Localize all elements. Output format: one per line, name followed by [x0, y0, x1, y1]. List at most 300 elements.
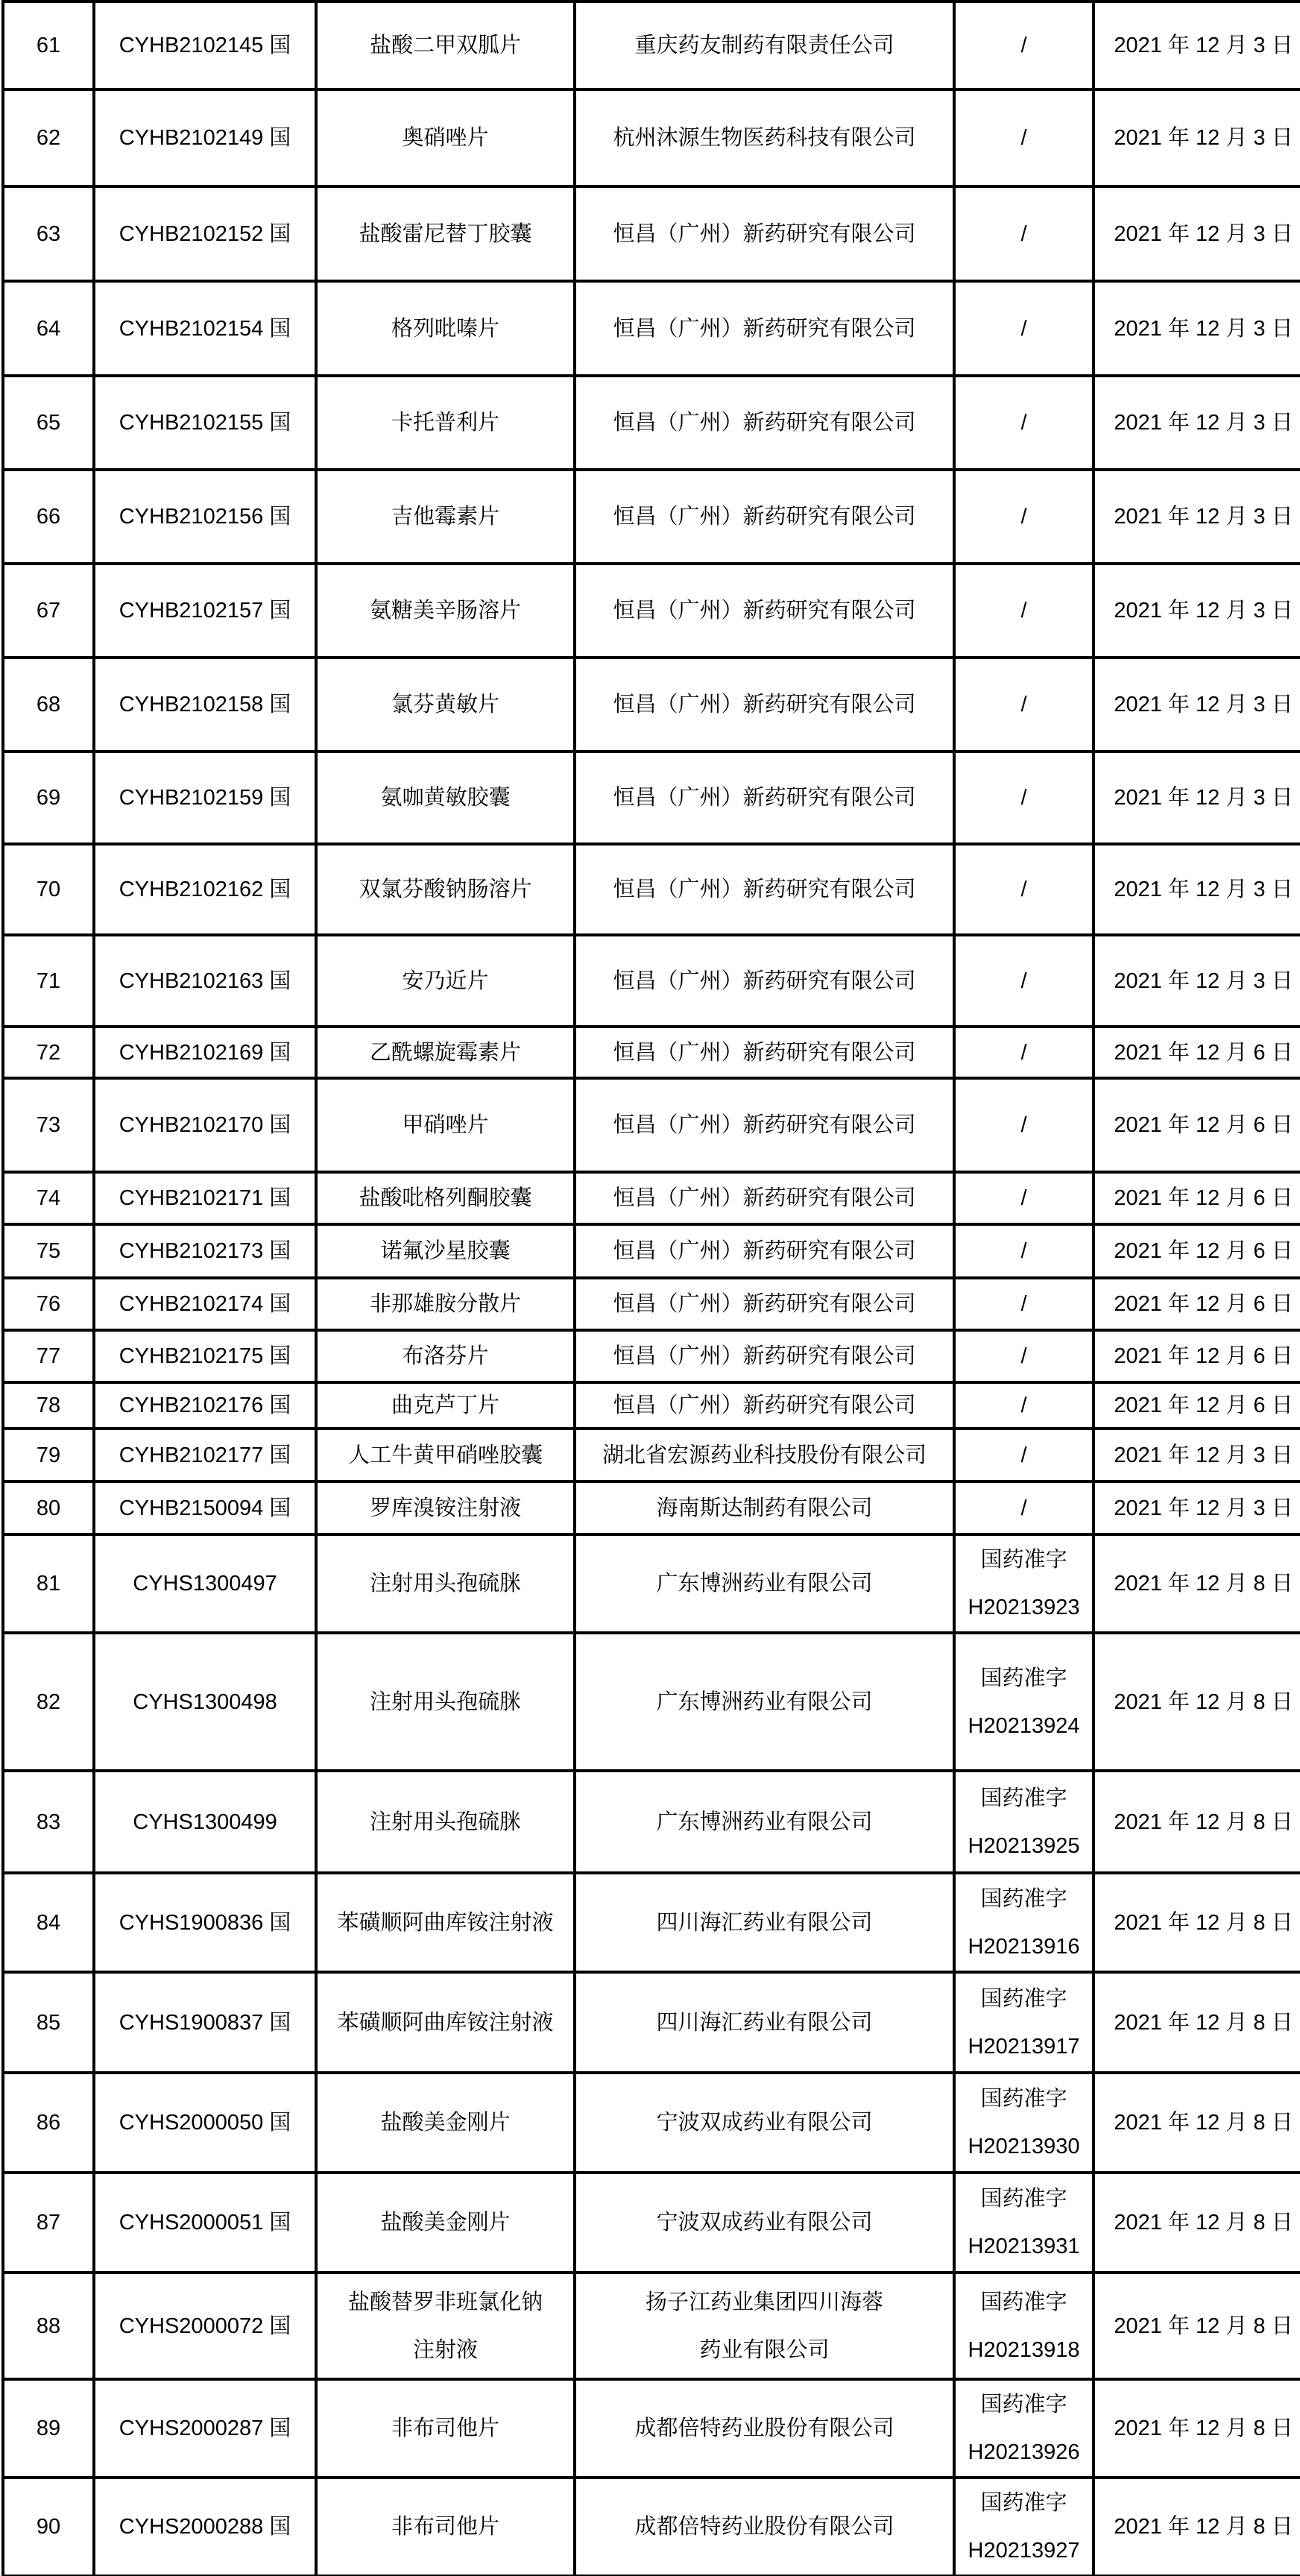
drug-name-cell: [316, 564, 575, 658]
cell-line: CYHB2102154 国: [119, 316, 291, 341]
date-cell: [1094, 935, 1300, 1027]
cell-line: CYHB2102162 国: [119, 878, 291, 901]
table-row: [3, 186, 1300, 281]
approval-no-cell: [954, 186, 1094, 281]
cell-line: 2021 年 12 月 3 日: [1114, 786, 1293, 810]
cell-line: 盐酸吡格列酮胶囊: [359, 1186, 532, 1210]
cell-line: 盐酸美金刚片: [380, 2211, 511, 2235]
date-cell: [1094, 1078, 1300, 1172]
cell-line: 2021 年 12 月 3 日: [1114, 221, 1293, 246]
cell-line: 2021 年 12 月 3 日: [1114, 126, 1293, 150]
cell-line: 86: [36, 2111, 61, 2135]
cell-line: CYHB2102174 国: [119, 1292, 291, 1316]
approval-no-cell: [954, 2073, 1094, 2173]
row-number-cell: [3, 1633, 94, 1771]
date-cell: [1094, 1972, 1300, 2073]
approval-no-cell-content: [956, 2175, 1092, 2270]
cell-line: 甲硝唑片: [402, 1113, 489, 1137]
cell-line: 吉他霉素片: [391, 505, 499, 529]
drug-name-cell: [316, 281, 575, 376]
table-row: [3, 1, 1300, 89]
acceptance-no-cell: [94, 935, 316, 1027]
cell-line: 盐酸二甲双胍片: [369, 34, 521, 57]
table-row: [3, 844, 1300, 935]
cell-line: 81: [36, 1572, 61, 1596]
acceptance-no-cell-content: [95, 876, 315, 903]
date-cell-content: [1095, 1343, 1300, 1370]
date-cell-content: [1095, 1039, 1300, 1066]
date-cell: [1094, 1633, 1300, 1771]
cell-line: 国药准字: [980, 1548, 1067, 1572]
cell-line: 72: [36, 1040, 61, 1065]
cell-line: CYHB2102155 国: [119, 411, 291, 435]
cell-line: CYHB2102157 国: [119, 599, 291, 623]
acceptance-no-cell: [94, 376, 316, 470]
company-cell-content: [576, 221, 953, 248]
company-cell: [575, 186, 954, 281]
cell-line: 80: [36, 1496, 61, 1520]
cell-line: /: [1020, 1496, 1027, 1520]
approval-no-cell: [954, 376, 1094, 470]
cell-line: 恒昌（广州）新药研究有限公司: [613, 693, 916, 717]
drug-name-cell-content: [318, 2279, 573, 2374]
drug-name-cell-content: [318, 1238, 573, 1265]
company-cell-content: [576, 968, 953, 995]
cell-line: CYHS1300498: [133, 1689, 277, 1714]
cell-line: CYHB2102169 国: [119, 1040, 291, 1065]
cell-line: 恒昌（广州）新药研究有限公司: [613, 1113, 916, 1137]
cell-line: /: [1020, 411, 1027, 435]
cell-line: H20213925: [968, 1833, 1080, 1858]
row-number-cell: [3, 564, 94, 658]
date-cell-content: [1095, 2313, 1300, 2340]
table-row: [3, 1078, 1300, 1172]
drug-name-cell: [316, 1873, 575, 1972]
company-cell: [575, 1429, 954, 1481]
drug-name-cell: [316, 1481, 575, 1534]
drug-name-cell-content: [318, 1570, 573, 1597]
approval-no-cell-content: [956, 2075, 1092, 2170]
cell-line: 国药准字: [980, 1786, 1067, 1810]
drug-name-cell: [316, 1172, 575, 1224]
approval-no-cell-content: [956, 1654, 1092, 1750]
acceptance-no-cell: [94, 1481, 316, 1534]
cell-line: /: [1020, 316, 1027, 341]
cell-line: 杭州沐源生物医药科技有限公司: [613, 126, 916, 150]
company-cell-content: [576, 876, 953, 903]
approval-no-cell-content: [956, 1039, 1092, 1066]
row-number-cell-content: [4, 968, 92, 995]
cell-line: H20213923: [968, 1596, 1080, 1619]
approval-no-cell: [954, 1278, 1094, 1330]
approval-no-cell-content: [956, 968, 1092, 995]
cell-line: 四川海汇药业有限公司: [656, 1910, 873, 1935]
cell-line: /: [1020, 221, 1027, 246]
drug-name-cell-content: [318, 1809, 573, 1836]
acceptance-no-cell: [94, 2173, 316, 2273]
date-cell-content: [1095, 691, 1300, 718]
date-cell: [1094, 2073, 1300, 2173]
drug-name-cell-content: [318, 1909, 573, 1936]
row-number-cell: [3, 2173, 94, 2273]
acceptance-no-cell: [94, 1771, 316, 1873]
cell-line: 2021 年 12 月 3 日: [1114, 316, 1293, 341]
table-row: [3, 1429, 1300, 1481]
acceptance-no-cell: [94, 2273, 316, 2379]
approval-no-cell-content: [956, 503, 1092, 530]
date-cell: [1094, 1330, 1300, 1382]
cell-line: 2021 年 12 月 8 日: [1114, 2416, 1293, 2440]
cell-line: 70: [36, 878, 61, 901]
drug-name-cell-content: [318, 876, 573, 903]
acceptance-no-cell: [94, 186, 316, 281]
row-number-cell: [3, 844, 94, 935]
row-number-cell-content: [4, 784, 92, 811]
drug-name-cell: [316, 1382, 575, 1429]
approval-no-cell-content: [956, 1185, 1092, 1212]
row-number-cell-content: [4, 2313, 92, 2340]
acceptance-no-cell: [94, 2073, 316, 2173]
cell-line: 2021 年 12 月 6 日: [1114, 1292, 1293, 1316]
acceptance-no-cell: [94, 1278, 316, 1330]
cell-line: 海南斯达制药有限公司: [656, 1496, 873, 1520]
cell-line: 2021 年 12 月 8 日: [1114, 1689, 1293, 1714]
acceptance-no-cell: [94, 1633, 316, 1771]
table-row: [3, 376, 1300, 470]
date-cell-content: [1095, 1238, 1300, 1265]
row-number-cell: [3, 2273, 94, 2379]
drug-name-cell: [316, 376, 575, 470]
cell-line: /: [1020, 505, 1027, 529]
cell-line: 恒昌（广州）新药研究有限公司: [613, 505, 916, 529]
cell-line: 2021 年 12 月 3 日: [1114, 693, 1293, 717]
cell-line: 83: [36, 1810, 61, 1834]
company-cell: [575, 935, 954, 1027]
cell-line: /: [1020, 599, 1027, 623]
cell-line: 盐酸美金刚片: [380, 2111, 511, 2135]
drug-name-cell-content: [318, 691, 573, 718]
cell-line: CYHS1900837 国: [119, 2010, 291, 2035]
date-cell: [1094, 2173, 1300, 2273]
cell-line: 恒昌（广州）新药研究有限公司: [613, 1239, 916, 1263]
acceptance-no-cell: [94, 1, 316, 89]
cell-line: 氨糖美辛肠溶片: [369, 599, 521, 623]
cell-line: /: [1020, 1113, 1027, 1137]
date-cell-content: [1095, 221, 1300, 248]
cell-line: 广东博洲药业有限公司: [656, 1810, 873, 1834]
row-number-cell-content: [4, 1343, 92, 1370]
acceptance-no-cell-content: [95, 1689, 315, 1716]
cell-line: 2021 年 12 月 6 日: [1114, 1239, 1293, 1263]
drug-name-cell: [316, 470, 575, 564]
row-number-cell: [3, 1972, 94, 2073]
cell-line: 曲克芦丁片: [391, 1394, 499, 1417]
cell-line: 85: [36, 2010, 61, 2035]
table-row: [3, 470, 1300, 564]
acceptance-no-cell-content: [95, 1909, 315, 1936]
date-cell-content: [1095, 1185, 1300, 1212]
cell-line: 安乃近片: [402, 969, 489, 993]
table-row: [3, 2478, 1300, 2576]
cell-line: CYHB2102170 国: [119, 1113, 291, 1137]
company-cell: [575, 1278, 954, 1330]
cell-line: CYHB2150094 国: [119, 1496, 291, 1520]
acceptance-no-cell-content: [95, 503, 315, 530]
row-number-cell: [3, 2478, 94, 2576]
company-cell-content: [576, 1238, 953, 1265]
table-row: [3, 1172, 1300, 1224]
company-cell: [575, 2173, 954, 2273]
drug-name-cell-content: [318, 2209, 573, 2236]
acceptance-no-cell-content: [95, 409, 315, 436]
cell-line: CYHB2102175 国: [119, 1344, 291, 1368]
cell-line: 国药准字: [980, 2393, 1067, 2416]
cell-line: 诺氟沙星胶囊: [380, 1239, 511, 1263]
drug-name-cell: [316, 186, 575, 281]
cell-line: 2021 年 12 月 8 日: [1114, 1572, 1293, 1596]
row-number-cell-content: [4, 315, 92, 342]
cell-line: /: [1020, 34, 1027, 57]
date-cell: [1094, 1873, 1300, 1972]
cell-line: 恒昌（广州）新药研究有限公司: [613, 1292, 916, 1316]
drug-name-cell-content: [318, 32, 573, 59]
approval-no-cell: [954, 752, 1094, 844]
row-number-cell-content: [4, 1809, 92, 1836]
drug-name-cell: [316, 658, 575, 752]
cell-line: CYHB2102159 国: [119, 786, 291, 810]
cell-line: 非布司他片: [391, 2416, 499, 2440]
cell-line: 药业有限公司: [699, 2337, 830, 2362]
acceptance-no-cell-content: [95, 2209, 315, 2236]
row-number-cell-content: [4, 597, 92, 624]
cell-line: /: [1020, 126, 1027, 150]
table-row: [3, 1534, 1300, 1633]
drug-name-cell-content: [318, 1291, 573, 1317]
cell-line: 66: [36, 505, 61, 529]
company-cell: [575, 89, 954, 186]
acceptance-no-cell-content: [95, 1039, 315, 1066]
cell-line: 人工牛黄甲硝唑胶囊: [347, 1443, 543, 1467]
date-cell-content: [1095, 1570, 1300, 1597]
date-cell: [1094, 376, 1300, 470]
table-row: [3, 2379, 1300, 2478]
date-cell-content: [1095, 968, 1300, 995]
cell-line: 2021 年 12 月 8 日: [1114, 1910, 1293, 1935]
table-row: [3, 935, 1300, 1027]
row-number-cell: [3, 376, 94, 470]
cell-line: 2021 年 12 月 8 日: [1114, 2010, 1293, 2035]
company-cell-content: [576, 125, 953, 151]
date-cell-content: [1095, 2513, 1300, 2540]
date-cell: [1094, 2379, 1300, 2478]
date-cell-content: [1095, 1909, 1300, 1936]
company-cell: [575, 2379, 954, 2478]
cell-line: H20213930: [968, 2135, 1080, 2158]
cell-line: H20213926: [968, 2440, 1080, 2464]
row-number-cell: [3, 1172, 94, 1224]
cell-line: CYHB2102158 国: [119, 693, 291, 717]
date-cell-content: [1095, 2415, 1300, 2442]
acceptance-no-cell-content: [95, 1185, 315, 1212]
drug-name-cell-content: [318, 1185, 573, 1212]
cell-line: 恒昌（广州）新药研究有限公司: [613, 969, 916, 993]
cell-line: 格列吡嗪片: [391, 316, 499, 341]
acceptance-no-cell-content: [95, 32, 315, 59]
table-row: [3, 564, 1300, 658]
acceptance-no-cell-content: [95, 315, 315, 342]
date-cell-content: [1095, 597, 1300, 624]
company-cell-content: [576, 32, 953, 59]
acceptance-no-cell: [94, 470, 316, 564]
cell-line: 成都倍特药业股份有限公司: [634, 2515, 894, 2539]
acceptance-no-cell-content: [95, 1442, 315, 1469]
cell-line: /: [1020, 1186, 1027, 1210]
date-cell-content: [1095, 125, 1300, 151]
cell-line: 82: [36, 1689, 61, 1714]
company-cell-content: [576, 315, 953, 342]
cell-line: 2021 年 12 月 3 日: [1114, 969, 1293, 993]
approval-no-cell: [954, 1224, 1094, 1278]
drug-name-cell: [316, 2073, 575, 2173]
company-cell: [575, 752, 954, 844]
date-cell-content: [1095, 2209, 1300, 2236]
cell-line: 重庆药友制药有限责任公司: [634, 34, 894, 57]
acceptance-no-cell: [94, 1027, 316, 1078]
row-number-cell-content: [4, 1909, 92, 1936]
cell-line: 宁波双成药业有限公司: [656, 2211, 873, 2235]
drug-name-cell: [316, 1078, 575, 1172]
cell-line: 乙酰螺旋霉素片: [369, 1040, 521, 1065]
cell-line: 84: [36, 1910, 61, 1935]
drug-name-cell: [316, 89, 575, 186]
approval-no-cell: [954, 1429, 1094, 1481]
cell-line: 64: [36, 316, 61, 341]
date-cell: [1094, 89, 1300, 186]
acceptance-no-cell-content: [95, 125, 315, 151]
company-cell: [575, 1972, 954, 2073]
approval-no-cell: [954, 1, 1094, 89]
cell-line: CYHB2102176 国: [119, 1394, 291, 1417]
row-number-cell: [3, 1429, 94, 1481]
row-number-cell-content: [4, 2109, 92, 2136]
cell-line: 国药准字: [980, 2290, 1067, 2314]
cell-line: 国药准字: [980, 2491, 1067, 2515]
cell-line: 国药准字: [980, 1986, 1067, 2011]
acceptance-no-cell: [94, 844, 316, 935]
approval-no-cell-content: [956, 32, 1092, 59]
cell-line: 广东博洲药业有限公司: [656, 1572, 873, 1596]
cell-line: CYHB2102173 国: [119, 1239, 291, 1263]
cell-line: 76: [36, 1292, 61, 1316]
acceptance-no-cell-content: [95, 1238, 315, 1265]
cell-line: 苯磺顺阿曲库铵注射液: [337, 2010, 554, 2035]
row-number-cell: [3, 186, 94, 281]
date-cell-content: [1095, 409, 1300, 436]
company-cell: [575, 844, 954, 935]
cell-line: 非那雄胺分散片: [369, 1292, 521, 1316]
drug-name-cell: [316, 2478, 575, 2576]
date-cell: [1094, 1481, 1300, 1534]
cell-line: 湖北省宏源药业科技股份有限公司: [602, 1443, 927, 1467]
cell-line: 氨咖黄敏胶囊: [380, 786, 511, 810]
cell-line: CYHB2102152 国: [119, 221, 291, 246]
cell-line: 注射用头孢硫脒: [369, 1572, 521, 1596]
date-cell: [1094, 1534, 1300, 1633]
cell-line: H20213927: [968, 2539, 1080, 2563]
cell-line: 69: [36, 786, 61, 810]
cell-line: 2021 年 12 月 8 日: [1114, 2211, 1293, 2235]
company-cell-content: [576, 597, 953, 624]
approval-no-cell: [954, 1027, 1094, 1078]
date-cell-content: [1095, 315, 1300, 342]
company-cell-content: [576, 1909, 953, 1936]
cell-line: CYHB2102177 国: [119, 1443, 291, 1467]
date-cell: [1094, 752, 1300, 844]
cell-line: 71: [36, 969, 61, 993]
row-number-cell-content: [4, 1495, 92, 1522]
cell-line: 2021 年 12 月 8 日: [1114, 2314, 1293, 2338]
approval-no-cell-content: [956, 1392, 1092, 1419]
cell-line: 90: [36, 2515, 61, 2539]
cell-line: 74: [36, 1186, 61, 1210]
cell-line: 2021 年 12 月 8 日: [1114, 1810, 1293, 1834]
cell-line: 恒昌（广州）新药研究有限公司: [613, 221, 916, 246]
company-cell-content: [576, 1442, 953, 1469]
company-cell-content: [576, 1689, 953, 1716]
acceptance-no-cell-content: [95, 784, 315, 811]
approval-table-body: [3, 1, 1300, 2576]
cell-line: 67: [36, 599, 61, 623]
cell-line: H20213931: [968, 2235, 1080, 2258]
cell-line: CYHS1300499: [133, 1810, 277, 1834]
company-cell: [575, 470, 954, 564]
row-number-cell-content: [4, 2415, 92, 2442]
approval-no-cell: [954, 1972, 1094, 2073]
drug-name-cell: [316, 2379, 575, 2478]
date-cell-content: [1095, 1689, 1300, 1716]
date-cell: [1094, 2478, 1300, 2576]
row-number-cell-content: [4, 32, 92, 59]
row-number-cell: [3, 1382, 94, 1429]
company-cell: [575, 376, 954, 470]
cell-line: 75: [36, 1239, 61, 1263]
acceptance-no-cell: [94, 1429, 316, 1481]
approval-no-cell: [954, 89, 1094, 186]
row-number-cell-content: [4, 503, 92, 530]
cell-line: 恒昌（广州）新药研究有限公司: [613, 411, 916, 435]
acceptance-no-cell: [94, 281, 316, 376]
row-number-cell-content: [4, 1570, 92, 1597]
cell-line: 宁波双成药业有限公司: [656, 2111, 873, 2135]
table-row: [3, 2273, 1300, 2379]
date-cell: [1094, 470, 1300, 564]
table-row: [3, 2073, 1300, 2173]
cell-line: 注射用头孢硫脒: [369, 1810, 521, 1834]
row-number-cell-content: [4, 2209, 92, 2236]
drug-name-cell-content: [318, 1392, 573, 1419]
cell-line: 恒昌（广州）新药研究有限公司: [613, 1344, 916, 1368]
cell-line: 注射液: [412, 2337, 478, 2362]
acceptance-no-cell: [94, 1534, 316, 1633]
acceptance-no-cell-content: [95, 1343, 315, 1370]
cell-line: 恒昌（广州）新药研究有限公司: [613, 599, 916, 623]
company-cell: [575, 658, 954, 752]
company-cell-content: [576, 2009, 953, 2036]
cell-line: 国药准字: [980, 2087, 1067, 2111]
drug-approval-table: [1, 0, 1300, 2576]
row-number-cell-content: [4, 221, 92, 248]
company-cell-content: [576, 1291, 953, 1317]
